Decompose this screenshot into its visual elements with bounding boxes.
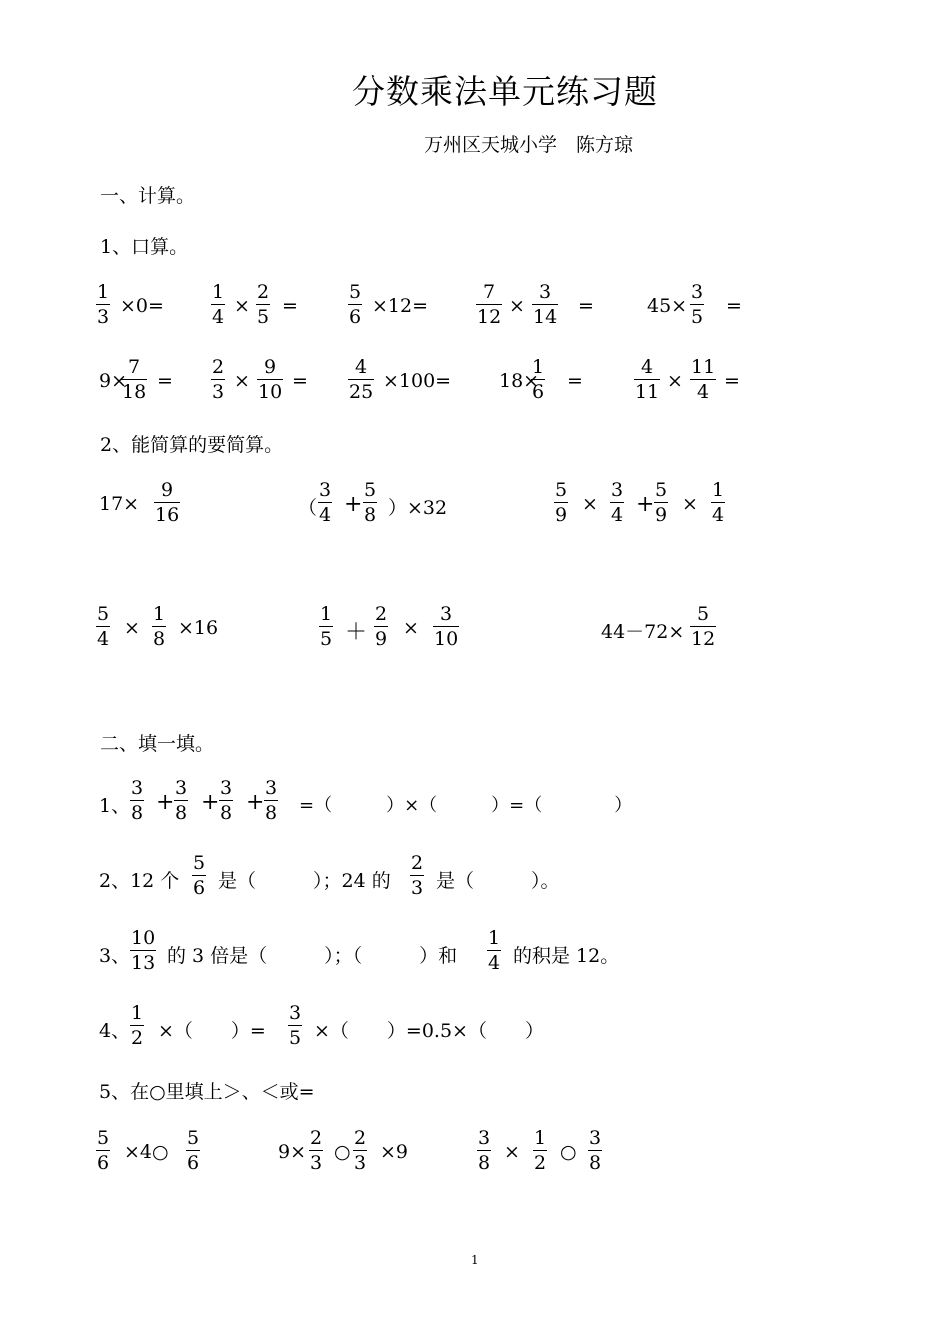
fraction: 3 8 [589,1127,602,1174]
operator: = [292,370,308,392]
fraction: 3 8 [220,777,233,824]
page-number: 1 [471,1253,479,1267]
question-text: 是（ ）。 [436,870,560,892]
operator: 18× [499,370,540,392]
fraction: 4 11 [635,356,660,403]
operator: × [667,370,683,392]
fraction: 3 8 [478,1127,491,1174]
operator: 44－72× [601,621,685,643]
operator: （ [298,497,318,519]
fraction: 3 8 [175,777,188,824]
operator: = [724,370,740,392]
operator: = [578,295,594,317]
question-text: 的 3 倍是（ ）；（ ）和 [167,945,458,967]
fraction: 11 4 [691,356,716,403]
operator: + [246,790,265,815]
fraction: 3 8 [131,777,144,824]
operator: + [344,492,363,517]
fraction: 7 18 [122,356,147,403]
compare-circle[interactable]: ○ [560,1141,577,1163]
fraction: 9 10 [258,356,283,403]
fraction: 1 6 [532,356,545,403]
fraction: 5 6 [193,852,206,899]
fraction: 9 16 [155,479,180,526]
operator: = [567,370,583,392]
operator: ×12= [372,295,429,317]
fraction: 2 3 [212,356,225,403]
question-text: ×（ ）= [158,1020,266,1042]
operator: + [636,492,655,517]
operator: ×9 [380,1141,409,1163]
operator: × [234,295,250,317]
fraction: 5 9 [655,479,668,526]
fraction: 3 14 [533,281,558,328]
compare-circle[interactable]: ○ [334,1141,351,1163]
operator: 9× [99,370,128,392]
operator: × [403,617,419,639]
fraction: 3 10 [434,603,459,650]
fraction: 3 4 [319,479,332,526]
fraction: 5 9 [555,479,568,526]
operator: + [156,790,175,815]
fraction: 2 5 [257,281,270,328]
operator: ＋ [345,620,368,645]
question-number: 1、 [99,795,131,817]
operator: × [682,493,698,515]
operator: ×16 [178,617,219,639]
fraction: 5 6 [97,1127,110,1174]
fraction: 1 2 [131,1002,144,1049]
question-number: 4、 [99,1020,131,1042]
operator: ×4○ [124,1141,169,1163]
fraction: 3 8 [265,777,278,824]
operator: ）×32 [388,497,448,519]
fraction: 3 5 [289,1002,302,1049]
question-text: 2、12 个 [99,870,180,892]
operator: = [282,295,298,317]
operator: × [509,295,525,317]
question-text: 的积是 12。 [513,945,620,967]
operator: × [582,493,598,515]
fraction: 1 4 [488,927,501,974]
author-line: 万州区天城小学 陈方琼 [424,134,634,156]
fraction: 7 12 [477,281,502,328]
operator: ×100= [383,370,452,392]
fraction: 3 5 [691,281,704,328]
operator: 9× [278,1141,307,1163]
fraction: 5 8 [364,479,377,526]
fraction: 2 3 [411,852,424,899]
sub-heading-simplify: 2、能简算的要简算。 [100,434,284,456]
operator: ×0= [120,295,164,317]
page-title: 分数乘法单元练习题 [352,72,658,111]
sub-heading-oral: 1、口算。 [100,236,189,258]
question-text: ×（ ）=0.5×（ ） [314,1020,544,1042]
fraction: 2 3 [354,1127,367,1174]
operator: 45× [647,295,688,317]
blank-line: =（ ）×（ ）=（ ） [299,795,633,816]
fraction: 2 3 [310,1127,323,1174]
fraction: 1 2 [534,1127,547,1174]
question-text: 5、在○里填上＞、＜或= [99,1081,315,1103]
operator: 17× [99,493,140,515]
operator: × [504,1141,520,1163]
question-text: 是（ ）；24 的 [218,870,391,892]
question-number: 3、 [99,945,131,967]
operator: × [234,370,250,392]
operator: × [124,617,140,639]
fraction: 5 6 [187,1127,200,1174]
section-1-heading: 一、计算。 [100,185,196,207]
fraction: 1 4 [212,281,225,328]
fraction: 5 6 [349,281,362,328]
fraction: 4 25 [349,356,374,403]
fraction: 5 12 [691,603,716,650]
fraction: 1 8 [153,603,166,650]
fraction: 1 4 [712,479,725,526]
operator: = [157,370,173,392]
fraction: 1 3 [97,281,110,328]
operator: + [201,790,220,815]
operator: = [726,295,742,317]
fraction: 1 5 [320,603,333,650]
fraction: 10 13 [131,927,156,974]
section-2-heading: 二、填一填。 [100,733,215,755]
fraction: 2 9 [375,603,388,650]
fraction: 3 4 [611,479,624,526]
fraction: 5 4 [97,603,110,650]
